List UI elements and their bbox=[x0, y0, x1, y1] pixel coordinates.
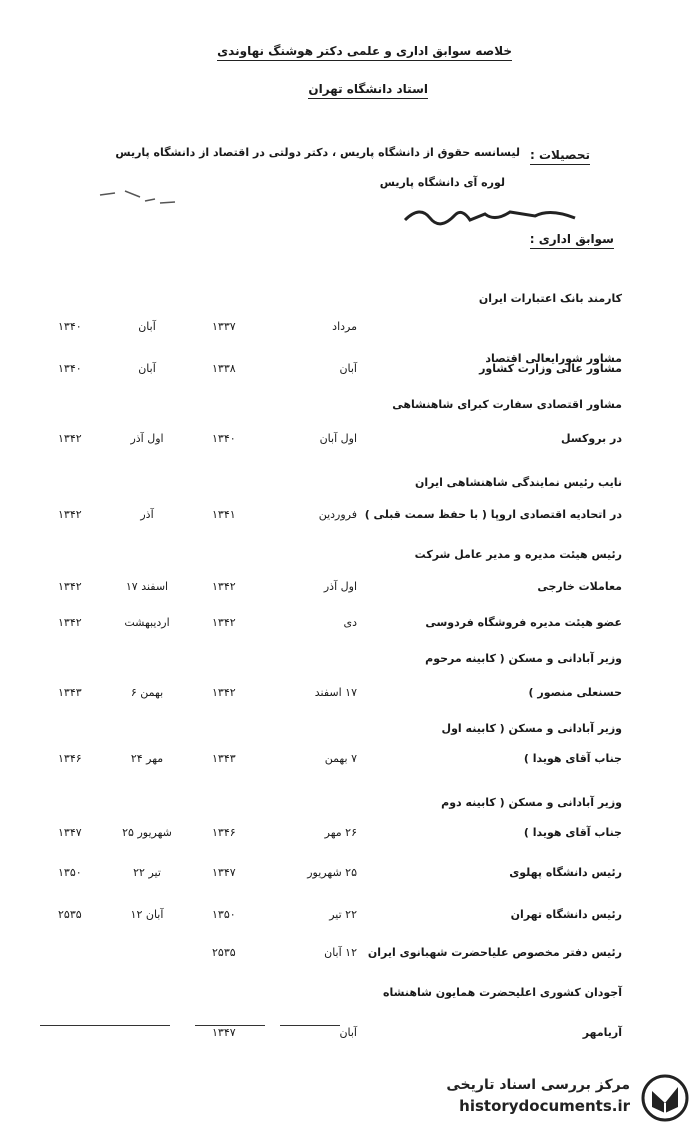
position-title: کارمند بانک اعتبارات ایران bbox=[478, 292, 622, 305]
end-month: اول آذر bbox=[130, 432, 164, 445]
start-year: ۱۳۴۱ bbox=[212, 508, 236, 521]
table-row bbox=[0, 292, 700, 310]
start-month: ۱۲ آبان bbox=[324, 946, 357, 959]
start-year: ۱۳۵۰ bbox=[212, 908, 236, 921]
table-row bbox=[0, 548, 700, 566]
end-month: ۲۴ مهر bbox=[130, 752, 164, 765]
table-row bbox=[0, 796, 700, 814]
start-year: ۱۳۴۲ bbox=[212, 580, 236, 593]
end-year: ۱۳۴۲ bbox=[58, 432, 82, 445]
bottom-rule-right bbox=[280, 1025, 340, 1026]
end-year: ۲۵۳۵ bbox=[58, 908, 82, 921]
start-month: مرداد bbox=[332, 320, 357, 333]
end-month: آذر bbox=[140, 508, 154, 521]
end-year: ۱۳۴۶ bbox=[58, 752, 82, 765]
position-title: جناب آقای هویدا ) bbox=[523, 752, 622, 765]
education-line1: لیسانسه حقوق از دانشگاه پاریس ، دکتر دولتی در اقتصاد از دانشگاه پاریس bbox=[115, 146, 520, 159]
bottom-rule-left bbox=[40, 1025, 170, 1026]
document-title: خلاصه سوابق اداری و علمی دکتر هوشنگ نهاوندی bbox=[217, 44, 512, 61]
end-year: ۱۳۴۰ bbox=[58, 320, 82, 333]
table-row bbox=[0, 652, 700, 670]
start-month: ۷ بهمن bbox=[324, 752, 357, 765]
start-year: ۲۵۳۵ bbox=[212, 946, 236, 959]
end-month: ۱۲ آبان bbox=[130, 908, 164, 921]
position-title: آریامهر bbox=[582, 1026, 622, 1039]
start-month: آبان bbox=[339, 1026, 357, 1039]
position-title: جناب آقای هویدا ) bbox=[523, 826, 622, 839]
position-title: عضو هیئت مدیره فروشگاه فردوسی bbox=[425, 616, 622, 629]
table-row bbox=[0, 686, 700, 704]
position-title: مشاور عالی وزارت کشاور bbox=[479, 362, 622, 375]
end-year: ۱۳۴۷ bbox=[58, 826, 82, 839]
position-title: حسنعلی منصور ) bbox=[528, 686, 622, 699]
end-month: ۶ بهمن bbox=[130, 686, 164, 699]
start-month: ۱۷ اسفند bbox=[314, 686, 357, 699]
end-year: ۱۳۴۲ bbox=[58, 508, 82, 521]
position-title: در اتحادیه اقتصادی اروپا ( با حفظ سمت قبلی ) bbox=[364, 508, 622, 521]
table-row bbox=[0, 508, 700, 526]
start-month: فروردین bbox=[318, 508, 357, 521]
margin-scribble bbox=[95, 183, 185, 213]
end-year: ۱۳۴۰ bbox=[58, 362, 82, 375]
table-row bbox=[0, 432, 700, 450]
start-month: آبان bbox=[339, 362, 357, 375]
end-year: ۱۳۴۲ bbox=[58, 616, 82, 629]
end-month: آبان bbox=[138, 362, 156, 375]
document-subtitle: استاد دانشگاه تهران bbox=[308, 82, 428, 99]
start-year: ۱۳۴۶ bbox=[212, 826, 236, 839]
table-row bbox=[0, 1026, 700, 1044]
start-month: اول آبان bbox=[319, 432, 357, 445]
position-title: رئیس هیئت مدیره و مدیر عامل شرکت bbox=[414, 548, 622, 561]
position-title: در بروکسل bbox=[560, 432, 622, 445]
start-month: اول آذر bbox=[323, 580, 357, 593]
table-row bbox=[0, 946, 700, 964]
table-row bbox=[0, 866, 700, 884]
watermark-line1: مرکز بررسی اسناد تاریخی bbox=[446, 1077, 630, 1093]
table-row bbox=[0, 752, 700, 770]
signature-mark bbox=[400, 200, 580, 230]
end-month: ۲۵ شهریور bbox=[122, 826, 172, 839]
start-year: ۱۳۴۲ bbox=[212, 686, 236, 699]
position-title: رئیس دانشگاه پهلوی bbox=[509, 866, 622, 879]
bottom-rule-mid bbox=[195, 1025, 265, 1026]
end-month: آبان bbox=[138, 320, 156, 333]
start-month: ۲۲ تیر bbox=[329, 908, 357, 921]
end-year: ۱۳۵۰ bbox=[58, 866, 82, 879]
table-row bbox=[0, 722, 700, 740]
position-title: وزیر آبادانی و مسکن ( کابینه دوم bbox=[441, 796, 622, 809]
start-year: ۱۳۴۳ bbox=[212, 752, 236, 765]
table-row bbox=[0, 320, 700, 338]
end-month: ۲۲ تیر bbox=[133, 866, 161, 879]
education-line2: لوره آی دانشگاه پاریس bbox=[379, 176, 505, 189]
position-title: رئیس دفتر مخصوص علیاحضرت شهبانوی ایران bbox=[367, 946, 622, 959]
end-year: ۱۳۴۲ bbox=[58, 580, 82, 593]
position-title: معاملات خارجی bbox=[537, 580, 622, 593]
start-month: دی bbox=[343, 616, 357, 629]
table-row bbox=[0, 362, 700, 380]
start-year: ۱۳۴۷ bbox=[212, 1026, 236, 1039]
position-title: آجودان کشوری اعلیحضرت همایون شاهنشاه bbox=[383, 986, 622, 999]
table-row bbox=[0, 826, 700, 844]
start-year: ۱۳۳۷ bbox=[212, 320, 236, 333]
education-label: تحصیلات : bbox=[530, 148, 590, 165]
table-row bbox=[0, 616, 700, 634]
start-year: ۱۳۴۲ bbox=[212, 616, 236, 629]
position-title: مشاور شورایعالی اقتصاد bbox=[485, 352, 622, 365]
start-year: ۱۳۴۰ bbox=[212, 432, 236, 445]
position-title: نایب رئیس نمایندگی شاهنشاهی ایران bbox=[414, 476, 622, 489]
start-year: ۱۳۴۷ bbox=[212, 866, 236, 879]
table-row bbox=[0, 986, 700, 1004]
start-year: ۱۳۳۸ bbox=[212, 362, 236, 375]
end-month: ۱۷ اسفند bbox=[125, 580, 169, 593]
admin-history-label: سوابق اداری : bbox=[530, 232, 614, 249]
watermark bbox=[420, 1073, 690, 1123]
position-title: رئیس دانشگاه تهران bbox=[510, 908, 622, 921]
end-month: اردیبهشت bbox=[124, 616, 170, 629]
book-logo-icon bbox=[640, 1073, 690, 1123]
start-month: ۲۵ شهریور bbox=[307, 866, 357, 879]
table-row bbox=[0, 398, 700, 416]
table-row bbox=[0, 908, 700, 926]
position-title: مشاور اقتصادی سفارت کبرای شاهنشاهی bbox=[392, 398, 622, 411]
position-title: وزیر آبادانی و مسکن ( کابینه اول bbox=[441, 722, 622, 735]
start-month: ۲۶ مهر bbox=[324, 826, 357, 839]
table-row bbox=[0, 476, 700, 494]
watermark-line2: historydocuments.ir bbox=[459, 1097, 630, 1115]
table-row bbox=[0, 580, 700, 598]
end-year: ۱۳۴۳ bbox=[58, 686, 82, 699]
position-title: وزیر آبادانی و مسکن ( کابینه مرحوم bbox=[425, 652, 622, 665]
